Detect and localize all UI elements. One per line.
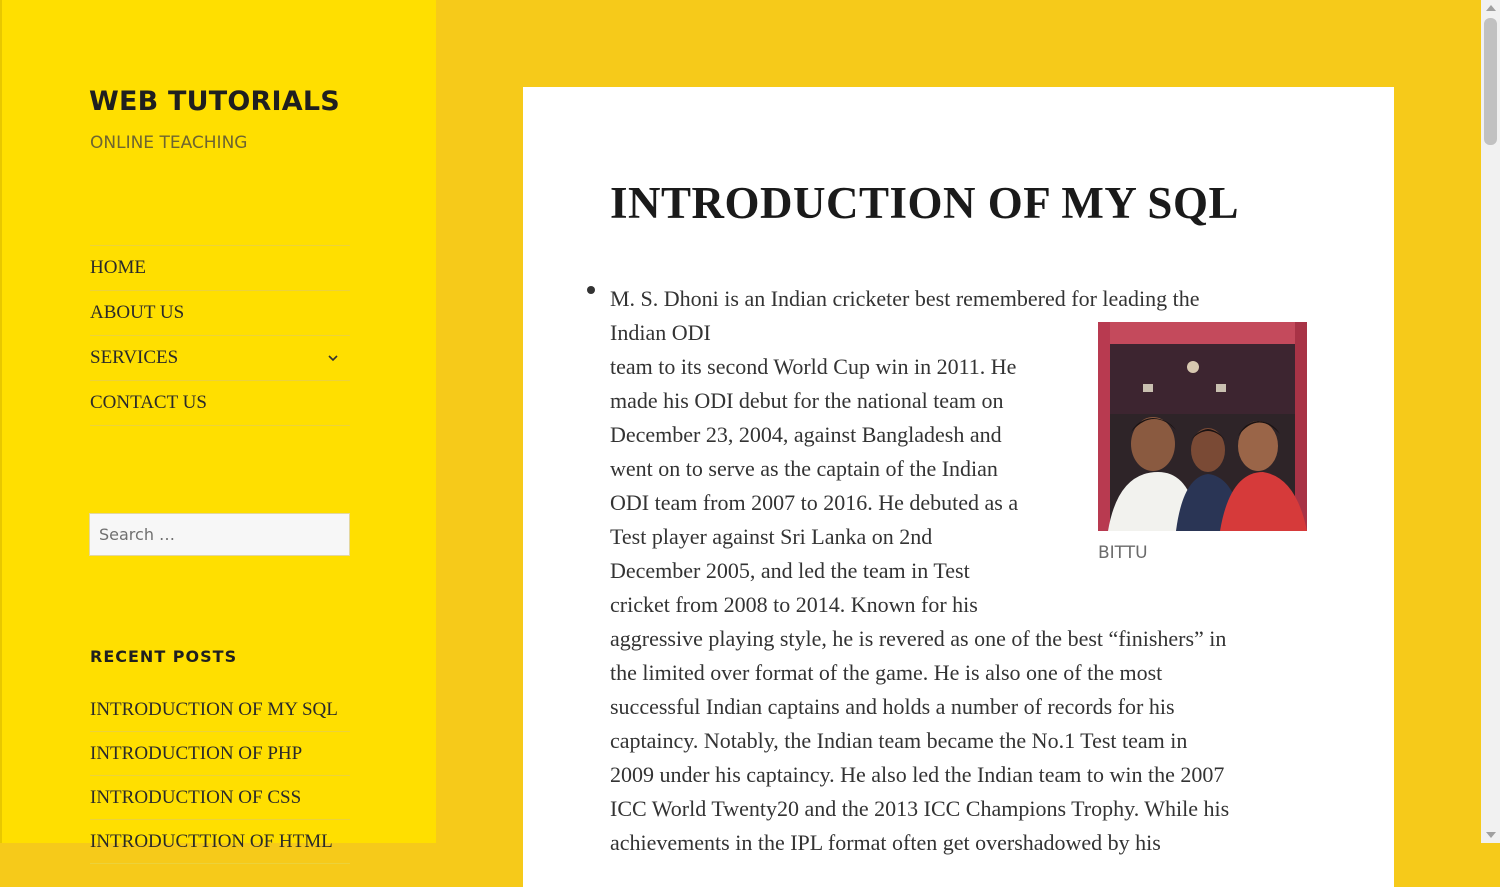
recent-posts-list [90,688,350,864]
site-description: ONLINE TEACHING [90,133,248,153]
nav-item-label: CONTACT US [90,392,207,413]
article-line: 2009 under his captaincy. He also led the Indian team to win the 2007 [610,762,1225,787]
list-bullet [587,286,595,294]
scrollbar-thumb[interactable] [1484,18,1497,145]
article-line: M. S. Dhoni is an Indian cricketer best remembered for leading the [610,286,1200,311]
nav-item-label: HOME [90,257,146,278]
article-line: went on to serve as the captain of the Indian [610,456,998,481]
article-line: captaincy. Notably, the Indian team became the No.1 Test team in [610,728,1188,753]
search-input[interactable] [89,513,350,556]
main-navigation [90,245,350,426]
recent-post-link[interactable]: INTRODUCTION OF PHP [90,732,350,776]
article-line: made his ODI debut for the national team on [610,388,1004,413]
nav-item-label: ABOUT US [90,302,185,323]
article-line: successful Indian captains and holds a number of records for his [610,694,1175,719]
article-figure [1098,322,1307,563]
nav-item-services[interactable] [90,336,350,381]
recent-post-link[interactable]: INTRODUCTION OF CSS [90,776,350,820]
nav-item-label: SERVICES [90,347,179,368]
article-line: aggressive playing style, he is revered as one of the best “finishers” in [610,626,1227,651]
article-line: Test player against Sri Lanka on 2nd [610,524,933,549]
article-line: team to its second World Cup win in 2011. He [610,354,1017,379]
recent-post-link[interactable]: INTRODUCTTION OF HTML [90,820,350,864]
article-line: the limited over format of the game. He is also one of the most [610,660,1163,685]
chevron-down-icon[interactable] [326,351,340,365]
scroll-up-icon[interactable] [1486,5,1496,11]
sidebar [0,0,436,852]
nav-item-home[interactable] [90,246,350,291]
article-line: cricket from 2008 to 2014. Known for his [610,592,978,617]
article-card [523,87,1394,887]
nav-item-about-us[interactable] [90,291,350,336]
article-line: achievements in the IPL format often get overshadowed by his [610,830,1161,855]
site-title[interactable]: WEB TUTORIALS [89,86,340,117]
article-line: ODI team from 2007 to 2016. He debuted as a [610,490,1019,515]
article-line: ICC World Twenty20 and the 2013 ICC Champions Trophy. While his [610,796,1230,821]
article-line: December 2005, and led the team in Test [610,558,970,583]
article-line: Indian ODI [610,320,711,345]
scroll-down-icon[interactable] [1486,832,1496,838]
nav-item-contact-us[interactable] [90,381,350,426]
image-caption: BITTU [1098,543,1148,563]
page-scrollbar[interactable] [1481,0,1500,843]
recent-post-link[interactable]: INTRODUCTION OF MY SQL [90,688,350,732]
recent-posts-title: RECENT POSTS [90,647,238,666]
article-title: INTRODUCTION OF MY SQL [610,178,1239,228]
article-line: December 23, 2004, against Bangladesh and [610,422,1002,447]
article-photo[interactable] [1098,322,1307,531]
